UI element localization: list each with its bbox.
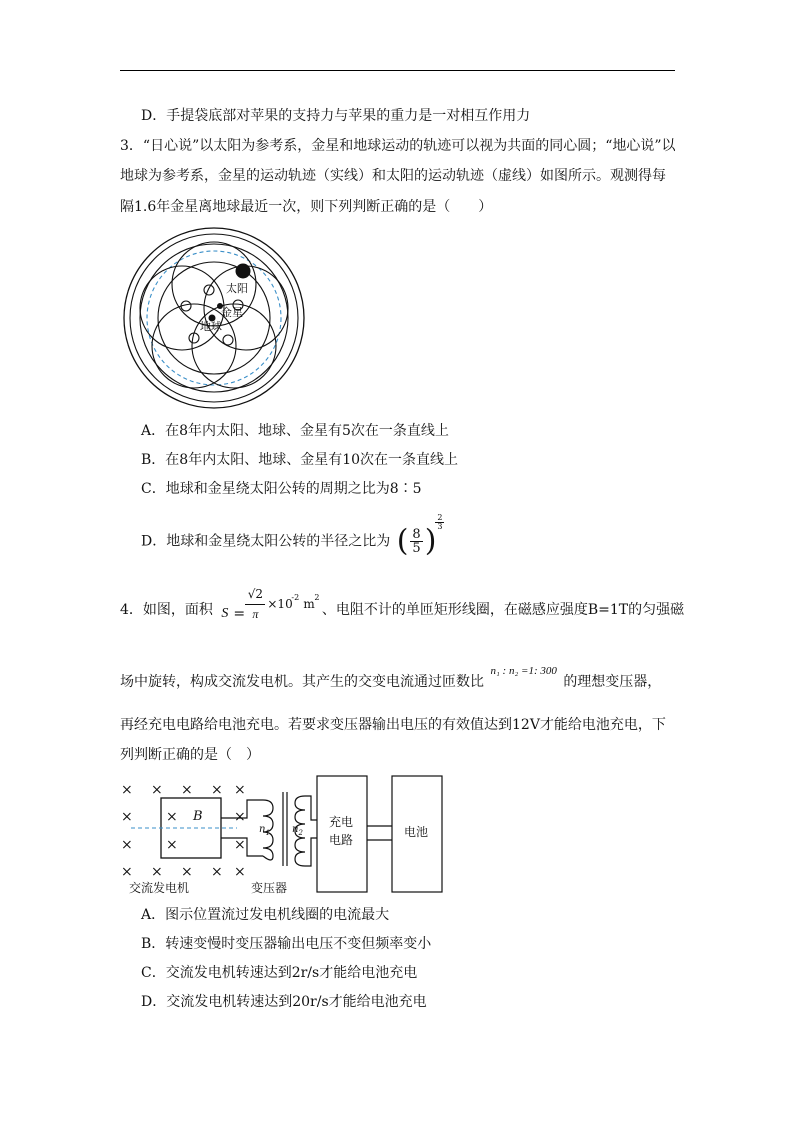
q4-area-den: π [252,607,259,621]
q3-option-c: C．地球和金星绕太阳公转的周期之比为8∶5 [141,481,422,497]
field-cross: × [166,837,178,853]
field-cross: × [121,782,133,798]
q4-option-b: B．转速变慢时变压器输出电压不变但频率变小 [141,936,432,952]
field-cross: × [234,782,246,798]
charge-circuit-label2: 电路 [329,833,354,847]
q2-option-d: D．手提袋底部对苹果的支持力与苹果的重力是一对相互作用力 [141,108,531,124]
field-cross: × [121,837,133,853]
magnetic-field [121,782,246,880]
field-cross: × [121,864,133,880]
q3-option-b: B．在8年内太阳、地球、金星有10次在一条直线上 [141,452,459,468]
q3-d-exp-num: 2 [437,513,443,522]
q4-line2-prefix: 场中旋转，构成交流发电机。其产生的交变电流通过匝数比 [120,674,484,690]
generator-caption: 交流发电机 [129,881,190,895]
field-cross: × [234,809,246,825]
q3-stem-line3: 隔1.6年金星离地球最近一次，则下列判断正确的是（ ） [120,199,493,215]
q3-stem-line2: 地球为参考系，金星的运动轨迹（实线）和太阳的运动轨迹（虚线）如图所示。观测得每 [120,168,666,184]
q4-area-times: ×10 [267,597,293,611]
n2-label: $n_2$ [292,824,303,837]
battery-label: 电池 [404,825,429,839]
q4-area-S: S [221,606,229,621]
field-cross: × [121,809,133,825]
q4-stem-line3: 再经充电电路给电池充电。若要求变压器输出电压的有效值达到12V才能给电池充电，下 [120,717,666,733]
q3-option-a: A．在8年内太阳、地球、金星有5次在一条直线上 [141,423,449,439]
field-cross: × [234,864,246,880]
q3-option-d [141,513,443,559]
field-cross: × [211,864,223,880]
q4-stem-line4: 列判断正确的是（ ） [120,747,260,763]
field-cross: × [166,809,178,825]
sun-marker [236,264,251,279]
q3-orbit-figure [118,222,310,414]
n1-label: $n_1$ [259,824,270,837]
q4-line1-prefix: 4．如图，面积 [120,602,213,618]
q4-turns-ratio: n₁ : n₂ =1: 300 [490,665,557,677]
q4-stem-line2 [120,665,700,693]
b-field-label: B [193,809,203,824]
q3-option-d-formula: ( $\frac{8}{5}$ ) $\frac{2}{3}$ [396,513,443,559]
q3-d-frac-num: 8 [412,527,421,542]
field-cross: × [234,837,246,853]
transformer-caption: 变压器 [251,881,288,895]
q4-option-d: D．交流发电机转速达到20r/s才能给电池充电 [141,994,427,1010]
venus-label: 金星 [221,306,243,319]
q4-option-a: A．图示位置流过发电机线圈的电流最大 [141,907,390,923]
field-cross: × [151,782,163,798]
q4-area-exp: -2 [291,593,300,602]
q3-stem-line1: 3．“日心说”以太阳为参考系，金星和地球运动的轨迹可以视为共面的同心圆；“地心说”以 [120,138,676,154]
field-cross: × [181,782,193,798]
q4-line1-suffix: 、电阻不计的单匝矩形线圈，在磁感应强度B=1T的匀强磁 [321,602,685,618]
q4-circuit-figure [115,770,455,900]
q4-area-formula [217,587,320,622]
earth-label: 地球 [200,320,222,333]
q4-area-unit: m [303,597,315,611]
q3-d-exp-den: 3 [437,522,443,531]
q4-area-eq: = [233,606,246,622]
q3-option-d-text: D．地球和金星绕太阳公转的半径之比为 [141,533,391,550]
charge-circuit-label1: 充电 [329,815,354,829]
q4-area-unit-exp: 2 [314,593,320,602]
q4-option-c: C．交流发电机转速达到2r/s才能给电池充电 [141,965,418,981]
q4-area-num: √2 [245,584,265,605]
sun-label: 太阳 [226,282,248,295]
q3-d-frac-den: 5 [412,541,421,556]
q4-line2-suffix: 的理想变压器， [563,674,662,690]
field-cross: × [211,782,223,798]
field-cross: × [181,864,193,880]
q4-stem-line1 [120,587,700,628]
header-rule [120,70,675,71]
field-cross: × [151,864,163,880]
